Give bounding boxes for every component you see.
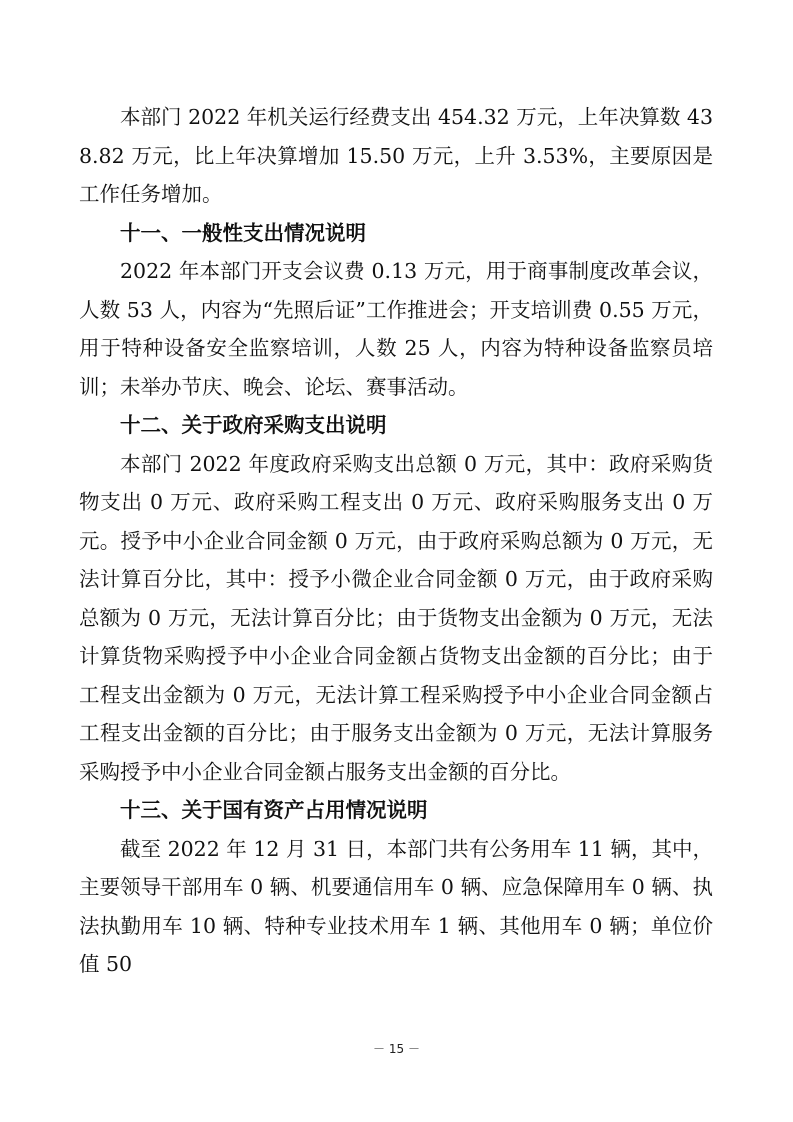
heading-section-13: 十三、关于国有资产占用情况说明 — [120, 798, 428, 822]
page-number: － 15 － — [373, 1042, 420, 1056]
heading-section-11: 十一、一般性支出情况说明 — [120, 220, 366, 245]
paragraph-operating-expenses: 本部门 2022 年机关运行经费支出 454.32 万元，上年决算数 438.82 万元，比上年决算增加 15.50 万元，上升 3.53%，主要原因是工作任务增加。 — [79, 105, 713, 206]
heading-section-12: 十二、关于政府采购支出说明 — [120, 413, 387, 437]
paragraph-state-assets: 截至 2022 年 12 月 31 日，本部门共有公务用车 11 辆，其中，主要领导干部用车 0 辆、机要通信用车 0 辆、应急保障用车 0 辆、执法执勤用车 10 辆、特种专业技术用车 1 辆、其他用车 0 辆；单位价值 50 — [79, 836, 713, 976]
paragraph-general-expenses: 2022 年本部门开支会议费 0.13 万元，用于商事制度改革会议，人数 53 人，内容为“先照后证”工作推进会；开支培训费 0.55 万元，用于特种设备安全监察培训，人数 25 人，内容为特种设备监察员培训；未举办节庆、晚会、论坛、赛事活动。 — [79, 259, 713, 399]
document-body — [79, 98, 713, 984]
paragraph-procurement: 本部门 2022 年度政府采购支出总额 0 万元，其中：政府采购货物支出 0 万元、政府采购工程支出 0 万元、政府采购服务支出 0 万元。授予中小企业合同金额 0 万元，由于政府采购总额为 0 万元，无法计算百分比，其中：授予小微企业合同金额 0 万元，由于政府采购总额为 0 万元，无法计算百分比；由于货物支出金额为 0 万元，无法计算货物采购授予中小企业合同金额占货物支出金额的百分比；由于工程支出金额为 0 万元，无法计算工程采购授予中小企业合同金额占工程支出金额的百分比；由于服务支出金额为 0 万元，无法计算服务采购授予中小企业合同金额占服务支出金额的百分比。 — [79, 451, 713, 784]
